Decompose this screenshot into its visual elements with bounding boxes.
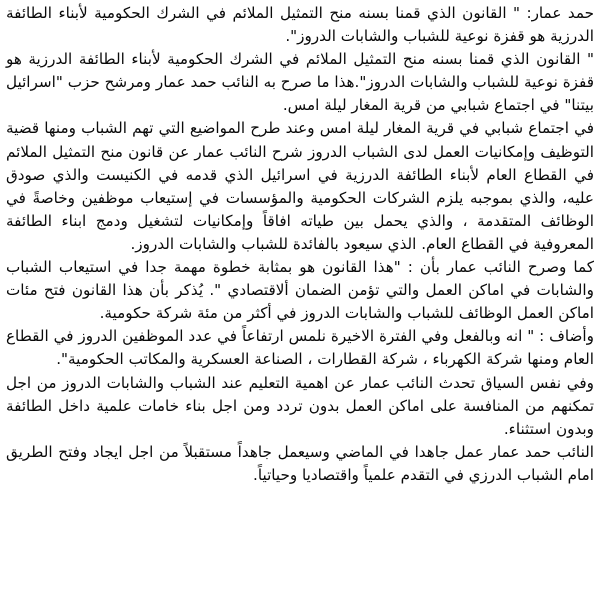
paragraph-meeting: في اجتماع شبابي في قرية المغار ليلة امس وعند طرح المواضيع التي تهم الشباب ومنها قضية التوظيف وإمكانيات العمل لدى الشباب الدروز شرح النائب عمار عن قانون منح التمثيل الملائم في القطاع العام لأبناء الطائفة الدرزية في اسرائيل الذي قدمه في الكنيست والذي صودق عليه، والذي بموجبه يلزم الشركات الحكومية والمؤسسات في إستيعاب موظفين وخاصةً في الوظائف المتقدمة ، والذي يحمل بين طياته افاقاً وإمكانيات لتشغيل ودمج ابناء الطائفة المعروفية في القطاع العام. الذي سيعود بالفائدة للشباب والشابات الدروز. [6,119,594,253]
paragraph-education: وفي نفس السياق تحدث النائب عمار عن اهمية التعليم عند الشباب والشابات الدروز من اجل تمكنهم من المنافسة على اماكن العمل بدون تردد ومن اجل بناء خامات علمية داخل الطائفة وبدون استثناء. [6,373,594,438]
paragraph-statement: " القانون الذي قمنا بسنه منح التمثيل الملائم في الشرك الحكومية لأبناء الطائفة الدرزية هو قفزة نوعية للشباب والشابات الدروز".هذا ما صرح به النائب حمد عمار ومرشح حزب "اسرائيل بيتنا" في اجتماع شبابي من قرية المغار ليلة امس. [6,50,594,115]
paragraph-headline-quote: حمد عمار: " القانون الذي قمنا بسنه منح التمثيل الملائم في الشرك الحكومية لأبناء الطائفة الدرزية هو قفزة نوعية للشباب والشابات الدروز". [6,4,594,46]
paragraph-law-importance: كما وصرح النائب عمار بأن : "هذا القانون هو بمثابة خطوة مهمة جدا في استيعاب الشباب والشابات في اماكن العمل والتي تؤمن الضمان ألاقتصادي ". يُذكر بأن هذا القانون فتح مئات اماكن العمل الوظائف للشباب والشابات الدروز في أكثر من مئة شركة حكومية. [6,258,594,323]
paragraph-employment-rise: وأضاف : " انه وبالفعل وفي الفترة الاخيرة نلمس ارتفاعاً في عدد الموظفين الدروز في القطاع العام ومنها شركة الكهرباء ، شركة القطارات ، الصناعة العسكرية والمكاتب الحكومية". [6,327,594,369]
paragraph-closing: النائب حمد عمار عمل جاهدا في الماضي وسيعمل جاهداً مستقبلاً من اجل ايجاد وفتح الطريق امام الشباب الدرزي في التقدم علمياً واقتصاديا وحياتياً. [6,442,594,484]
